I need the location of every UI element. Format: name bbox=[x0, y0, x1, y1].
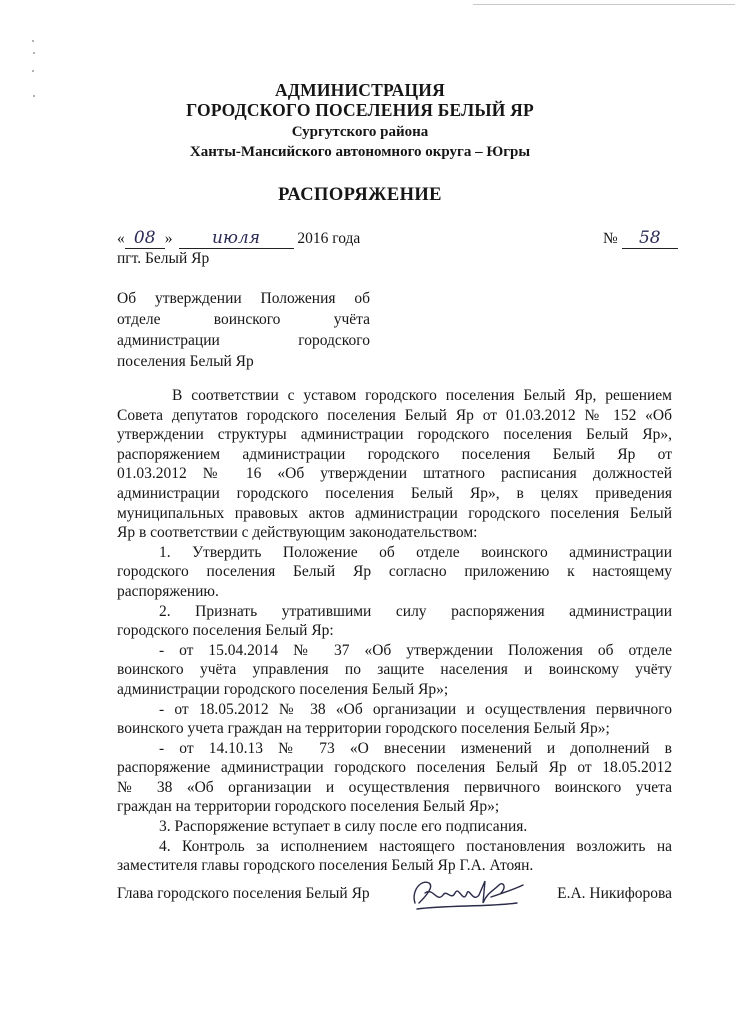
body-line: - от 14.10.13 № 73 «О внесении изменений и дополнений в bbox=[159, 739, 672, 757]
body-line: утверждении структуры администрации городского поселения Белый Яр», bbox=[117, 426, 672, 444]
body-line: - от 18.05.2012 № 38 «Об организации и осуществления первичного bbox=[159, 700, 672, 718]
body-line: городского поселения Белый Яр: bbox=[117, 622, 334, 640]
subject-line: отделе воинского учёта bbox=[117, 311, 370, 328]
subject-block bbox=[117, 288, 370, 372]
date-month-handwritten: июля bbox=[179, 228, 294, 249]
body-line: воинского учета граждан на территории городского поселения Белый Яр»; bbox=[117, 720, 610, 738]
date-year: 2016 года bbox=[297, 230, 361, 247]
body-line: администрации городского поселения Белый Яр»; bbox=[117, 680, 449, 698]
body-line: заместителя главы городского поселения Белый Яр Г.А. Атоян. bbox=[117, 857, 534, 875]
body-line: 4. Контроль за исполнением настоящего постановления возложить на bbox=[159, 837, 672, 855]
signatory-name: Е.А. Никифорова bbox=[557, 885, 672, 902]
body-line: воинского учёта управления по защите населения и воинскому учёту bbox=[117, 661, 672, 679]
body-line: - от 15.04.2014 № 37 «Об утверждении Положения об отделе bbox=[159, 641, 672, 659]
header-district: Сургутского района bbox=[291, 124, 429, 140]
body-line: распоряжению. bbox=[117, 582, 219, 600]
body-line: 2. Признать утратившими силу распоряжения администрации bbox=[159, 602, 672, 620]
body-line: № 38 «Об организации и осуществления первичного воинского учета bbox=[117, 778, 672, 796]
place: пгт. Белый Яр bbox=[117, 250, 210, 267]
body-line: Яр в соответствии с действующим законодательством: bbox=[117, 524, 478, 542]
body-line: городского поселения Белый Яр согласно приложению к настоящему bbox=[117, 563, 672, 581]
handwritten-signature bbox=[407, 873, 527, 917]
scan-speckles bbox=[32, 40, 35, 110]
body-line: муниципальных правовых актов администрации городского поселения Белый bbox=[117, 504, 672, 522]
body-text bbox=[117, 386, 672, 876]
document-type-title: РАСПОРЯЖЕНИЕ bbox=[278, 185, 442, 205]
document-number bbox=[603, 228, 678, 249]
signatory-position: Глава городского поселения Белый Яр bbox=[117, 885, 370, 902]
body-line: граждан на территории городского поселения Белый Яр»; bbox=[117, 798, 500, 816]
body-line: В соответствии с уставом городского поселения Белый Яр, решением bbox=[172, 387, 672, 404]
body-line: распоряжение администрации городского поселения Белый Яр от 18.05.2012 bbox=[117, 759, 672, 777]
scan-edge-line bbox=[473, 4, 735, 5]
signature-row bbox=[117, 885, 672, 915]
body-line: Совета депутатов городского поселения Белый Яр от 01.03.2012 № 152 «Об bbox=[117, 406, 672, 424]
date-line bbox=[117, 228, 360, 250]
subject-line: Об утверждении Положения об bbox=[117, 290, 370, 307]
body-line: 1. Утвердить Положение об отделе воинского администрации bbox=[159, 543, 672, 561]
header-admin: АДМИНИСТРАЦИЯ bbox=[275, 80, 445, 100]
date-open-quote: « bbox=[117, 230, 125, 247]
body-line: распоряжением администрации городского поселения Белый Яр от bbox=[117, 445, 672, 463]
body-line: 3. Распоряжение вступает в силу после его подписания. bbox=[159, 818, 528, 836]
date-close-quote: » bbox=[164, 230, 173, 247]
header-okrug: Ханты-Мансийского автономного округа – Югры bbox=[189, 144, 531, 160]
number-handwritten: 58 bbox=[622, 228, 678, 249]
body-line: администрации городского поселения Белый Яр», в целях приведения bbox=[117, 484, 672, 502]
body-line: 01.03.2012 № 16 «Об утверждении штатного расписания должностей bbox=[117, 465, 672, 483]
date-day-handwritten: 08 bbox=[125, 228, 165, 249]
subject-line: администрации городского bbox=[117, 332, 370, 349]
subject-line: поселения Белый Яр bbox=[117, 353, 254, 370]
header-town: ГОРОДСКОГО ПОСЕЛЕНИЯ БЕЛЫЙ ЯР bbox=[186, 100, 534, 120]
number-label: № bbox=[603, 230, 618, 247]
